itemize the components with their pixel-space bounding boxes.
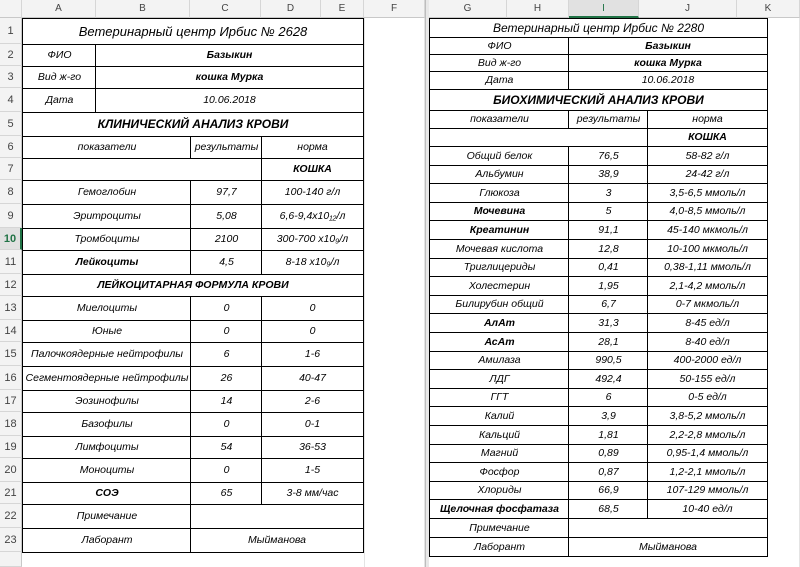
right-indicator-norm: 10-40 ед/л xyxy=(647,499,768,519)
column-header-f[interactable]: F xyxy=(364,0,425,18)
row-header[interactable]: 9 xyxy=(0,204,22,228)
row-header[interactable]: 6 xyxy=(0,136,22,158)
corner-select-all[interactable] xyxy=(0,0,22,18)
left-note-value[interactable] xyxy=(190,504,364,529)
column-header-c[interactable]: C xyxy=(190,0,261,18)
row-header[interactable]: 20 xyxy=(0,458,22,482)
column-header-j[interactable]: J xyxy=(639,0,737,18)
right-indicator-norm: 50-155 ед/л xyxy=(647,369,768,389)
right-indicator-name: Холестерин xyxy=(429,276,569,296)
right-date-label: Дата xyxy=(429,71,569,90)
right-lab-label: Лаборант xyxy=(429,537,569,557)
left-lab-value[interactable]: Мыйманова xyxy=(190,528,364,553)
right-lab-value[interactable]: Мыйманова xyxy=(568,537,768,557)
right-indicator-norm: 8-40 ед/л xyxy=(647,332,768,352)
right-indicator-result[interactable]: 0,41 xyxy=(568,258,648,277)
right-indicator-norm: 8-45 ед/л xyxy=(647,313,768,333)
row-header[interactable]: 16 xyxy=(0,366,22,390)
right-indicator-result[interactable]: 0,87 xyxy=(568,462,648,482)
right-indicator-result[interactable]: 66,9 xyxy=(568,481,648,500)
right-indicator-result[interactable]: 1,81 xyxy=(568,425,648,445)
left-formula-norm: 2-6 xyxy=(261,390,364,413)
left-indicator-result[interactable]: 97,7 xyxy=(190,180,262,205)
left-indicator-name: Гемоглобин xyxy=(22,180,191,205)
left-indicator-result[interactable]: 2100 xyxy=(190,228,262,251)
left-date-label: Дата xyxy=(22,88,96,113)
right-indicator-name: Калий xyxy=(429,406,569,426)
right-indicator-result[interactable]: 28,1 xyxy=(568,332,648,352)
right-indicator-name: Билирубин общий xyxy=(429,295,569,314)
left-col-indicator: показатели xyxy=(22,136,191,159)
left-formula-norm: 0 xyxy=(261,320,364,343)
left-formula-name: Юные xyxy=(22,320,191,343)
right-species-label: Вид ж-го xyxy=(429,54,569,72)
row-header[interactable] xyxy=(0,552,22,567)
left-indicator-norm: 100-140 г/л xyxy=(261,180,364,205)
left-formula-name: СОЭ xyxy=(22,482,191,505)
right-indicator-norm: 10-100 мкмоль/л xyxy=(647,239,768,259)
right-indicator-name: АсАт xyxy=(429,332,569,352)
right-indicator-norm: 24-42 г/л xyxy=(647,165,768,184)
right-indicator-result[interactable]: 6 xyxy=(568,388,648,407)
column-header-b[interactable]: B xyxy=(96,0,190,18)
row-header[interactable]: 21 xyxy=(0,482,22,504)
row-header[interactable]: 2 xyxy=(0,44,22,66)
right-indicator-norm: 2,2-2,8 ммоль/л xyxy=(647,425,768,445)
left-formula-name: Палочкоядерные нейтрофилы xyxy=(22,342,191,367)
row-header[interactable]: 4 xyxy=(0,88,22,112)
left-indicator-name: Тромбоциты xyxy=(22,228,191,251)
left-formula-norm: 1-5 xyxy=(261,458,364,483)
row-header-selected[interactable]: 10 xyxy=(0,228,22,250)
left-formula-result[interactable]: 0 xyxy=(190,320,262,343)
right-indicator-result[interactable]: 990,5 xyxy=(568,351,648,370)
left-formula-result[interactable]: 65 xyxy=(190,482,262,505)
right-indicator-norm: 0,95-1,4 ммоль/л xyxy=(647,444,768,463)
left-lab-label: Лаборант xyxy=(22,528,191,553)
row-header[interactable]: 18 xyxy=(0,412,22,436)
left-formula-norm: 36-53 xyxy=(261,436,364,459)
right-indicator-result[interactable]: 5 xyxy=(568,202,648,221)
right-col-result: результаты xyxy=(568,110,648,129)
row-header[interactable]: 13 xyxy=(0,296,22,320)
left-col-result: результаты xyxy=(190,136,262,159)
right-note-value[interactable] xyxy=(568,519,768,538)
row-header[interactable]: 19 xyxy=(0,436,22,458)
row-header[interactable]: 7 xyxy=(0,158,22,180)
right-indicator-result[interactable]: 68,5 xyxy=(568,499,648,519)
right-sheet-pane xyxy=(429,0,800,567)
right-indicator-name: Альбумин xyxy=(429,165,569,184)
left-formula-result[interactable]: 26 xyxy=(190,366,262,391)
right-col-indicator: показатели xyxy=(429,110,569,129)
column-header-g[interactable]: G xyxy=(429,0,507,18)
right-indicator-name: Фосфор xyxy=(429,462,569,482)
right-indicator-name: ГГТ xyxy=(429,388,569,407)
column-header-e[interactable]: E xyxy=(321,0,364,18)
right-center-title: Ветеринарный центр Ирбис № 2280 xyxy=(429,18,768,38)
left-formula-result[interactable]: 0 xyxy=(190,296,262,321)
row-header[interactable]: 1 xyxy=(0,18,22,44)
right-indicator-name: Общий белок xyxy=(429,146,569,166)
left-formula-norm: 3-8 мм/час xyxy=(261,482,364,505)
left-center-title: Ветеринарный центр Ирбис № 2628 xyxy=(22,18,364,45)
right-indicator-result[interactable]: 0,89 xyxy=(568,444,648,463)
right-indicator-result[interactable]: 492,4 xyxy=(568,369,648,389)
row-header[interactable]: 22 xyxy=(0,504,22,528)
right-indicator-name: Щелочная фосфатаза xyxy=(429,499,569,519)
right-indicator-result[interactable]: 91,1 xyxy=(568,220,648,240)
left-formula-name: Лимфоциты xyxy=(22,436,191,459)
right-date-value[interactable]: 10.06.2018 xyxy=(568,71,768,90)
row-header[interactable]: 8 xyxy=(0,180,22,204)
right-indicator-norm: 45-140 мкмоль/л xyxy=(647,220,768,240)
right-indicator-name: Амилаза xyxy=(429,351,569,370)
right-indicator-result[interactable]: 6,7 xyxy=(568,295,648,314)
left-formula-name: Моноциты xyxy=(22,458,191,483)
right-indicator-norm: 0,38-1,11 ммоль/л xyxy=(647,258,768,277)
left-formula-result[interactable]: 54 xyxy=(190,436,262,459)
left-indicator-norm: 8-18 х10₉/л xyxy=(261,250,364,275)
row-header[interactable]: 17 xyxy=(0,390,22,412)
left-formula-name: Миелоциты xyxy=(22,296,191,321)
left-indicator-norm: 6,6-9,4х10₁₂/л xyxy=(261,204,364,229)
right-indicator-norm: 0-5 ед/л xyxy=(647,388,768,407)
right-indicator-norm: 0-7 мкмоль/л xyxy=(647,295,768,314)
row-header[interactable]: 23 xyxy=(0,528,22,552)
right-indicator-result[interactable]: 1,95 xyxy=(568,276,648,296)
left-formula-name: Эозинофилы xyxy=(22,390,191,413)
right-species-value[interactable]: кошка Мурка xyxy=(568,54,768,72)
right-indicator-name: ЛДГ xyxy=(429,369,569,389)
right-indicator-name: Глюкоза xyxy=(429,183,569,203)
column-header-a[interactable]: A xyxy=(22,0,96,18)
right-indicator-name: АлАт xyxy=(429,313,569,333)
left-formula-result[interactable]: 14 xyxy=(190,390,262,413)
left-indicator-norm: 300-700 х10₉/л xyxy=(261,228,364,251)
right-species-norm: КОШКА xyxy=(647,128,768,147)
left-empty-cell[interactable] xyxy=(22,158,261,181)
right-indicator-result[interactable]: 3 xyxy=(568,183,648,203)
right-indicator-result[interactable]: 12,8 xyxy=(568,239,648,259)
right-indicator-result[interactable]: 76,5 xyxy=(568,146,648,166)
left-indicator-result[interactable]: 5,08 xyxy=(190,204,262,229)
left-section-title: КЛИНИЧЕСКИЙ АНАЛИЗ КРОВИ xyxy=(22,112,364,137)
right-indicator-name: Хлориды xyxy=(429,481,569,500)
left-date-value[interactable]: 10.06.2018 xyxy=(95,88,364,113)
left-species-value[interactable]: кошка Мурка xyxy=(95,66,364,89)
left-formula-norm: 1-6 xyxy=(261,342,364,367)
row-header[interactable]: 15 xyxy=(0,342,22,366)
left-fio-label: ФИО xyxy=(22,44,96,67)
right-indicator-name: Мочевая кислота xyxy=(429,239,569,259)
left-species-norm: КОШКА xyxy=(261,158,364,181)
column-header-i-selected[interactable]: I xyxy=(569,0,639,18)
left-formula-result[interactable]: 0 xyxy=(190,412,262,437)
right-indicator-norm: 58-82 г/л xyxy=(647,146,768,166)
row-header[interactable]: 14 xyxy=(0,320,22,342)
left-indicator-name: Эритроциты xyxy=(22,204,191,229)
right-indicator-norm: 1,2-2,1 ммоль/л xyxy=(647,462,768,482)
column-header-d[interactable]: D xyxy=(261,0,321,18)
right-indicator-norm: 3,8-5,2 ммоль/л xyxy=(647,406,768,426)
right-indicator-name: Магний xyxy=(429,444,569,463)
left-indicator-result[interactable]: 4,5 xyxy=(190,250,262,275)
right-indicator-result[interactable]: 31,3 xyxy=(568,313,648,333)
column-header-h[interactable]: H xyxy=(507,0,569,18)
left-fio-value[interactable]: Базыкин xyxy=(95,44,364,67)
right-indicator-norm: 4,0-8,5 ммоль/л xyxy=(647,202,768,221)
left-col-norm: норма xyxy=(261,136,364,159)
row-header[interactable]: 5 xyxy=(0,112,22,136)
right-indicator-name: Триглицериды xyxy=(429,258,569,277)
right-fio-value[interactable]: Базыкин xyxy=(568,37,768,55)
right-indicator-result[interactable]: 38,9 xyxy=(568,165,648,184)
left-note-label: Примечание xyxy=(22,504,191,529)
left-formula-result[interactable]: 0 xyxy=(190,458,262,483)
left-formula-name: Базофилы xyxy=(22,412,191,437)
right-indicator-norm: 107-129 ммоль/л xyxy=(647,481,768,500)
row-header[interactable]: 11 xyxy=(0,250,22,274)
column-header-k[interactable]: K xyxy=(737,0,800,18)
left-formula-norm: 0 xyxy=(261,296,364,321)
row-header[interactable]: 12 xyxy=(0,274,22,296)
right-indicator-norm: 3,5-6,5 ммоль/л xyxy=(647,183,768,203)
right-indicator-name: Кальций xyxy=(429,425,569,445)
left-formula-norm: 40-47 xyxy=(261,366,364,391)
right-indicator-name: Креатинин xyxy=(429,220,569,240)
right-indicator-name: Мочевина xyxy=(429,202,569,221)
right-note-label: Примечание xyxy=(429,519,569,538)
gridline xyxy=(364,18,365,567)
left-formula-norm: 0-1 xyxy=(261,412,364,437)
left-formula-result[interactable]: 6 xyxy=(190,342,262,367)
right-indicator-norm: 2,1-4,2 ммоль/л xyxy=(647,276,768,296)
right-section-title: БИОХИМИЧЕСКИЙ АНАЛИЗ КРОВИ xyxy=(429,89,768,111)
left-indicator-name: Лейкоциты xyxy=(22,250,191,275)
right-empty-cell[interactable] xyxy=(429,128,648,147)
right-col-norm: норма xyxy=(647,110,768,129)
right-indicator-result[interactable]: 3,9 xyxy=(568,406,648,426)
left-formula-name: Сегментоядерные нейтрофилы xyxy=(22,366,191,391)
left-species-label: Вид ж-го xyxy=(22,66,96,89)
right-indicator-norm: 400-2000 ед/л xyxy=(647,351,768,370)
left-formula-title: ЛЕЙКОЦИТАРНАЯ ФОРМУЛА КРОВИ xyxy=(22,274,364,297)
right-fio-label: ФИО xyxy=(429,37,569,55)
row-header[interactable]: 3 xyxy=(0,66,22,88)
